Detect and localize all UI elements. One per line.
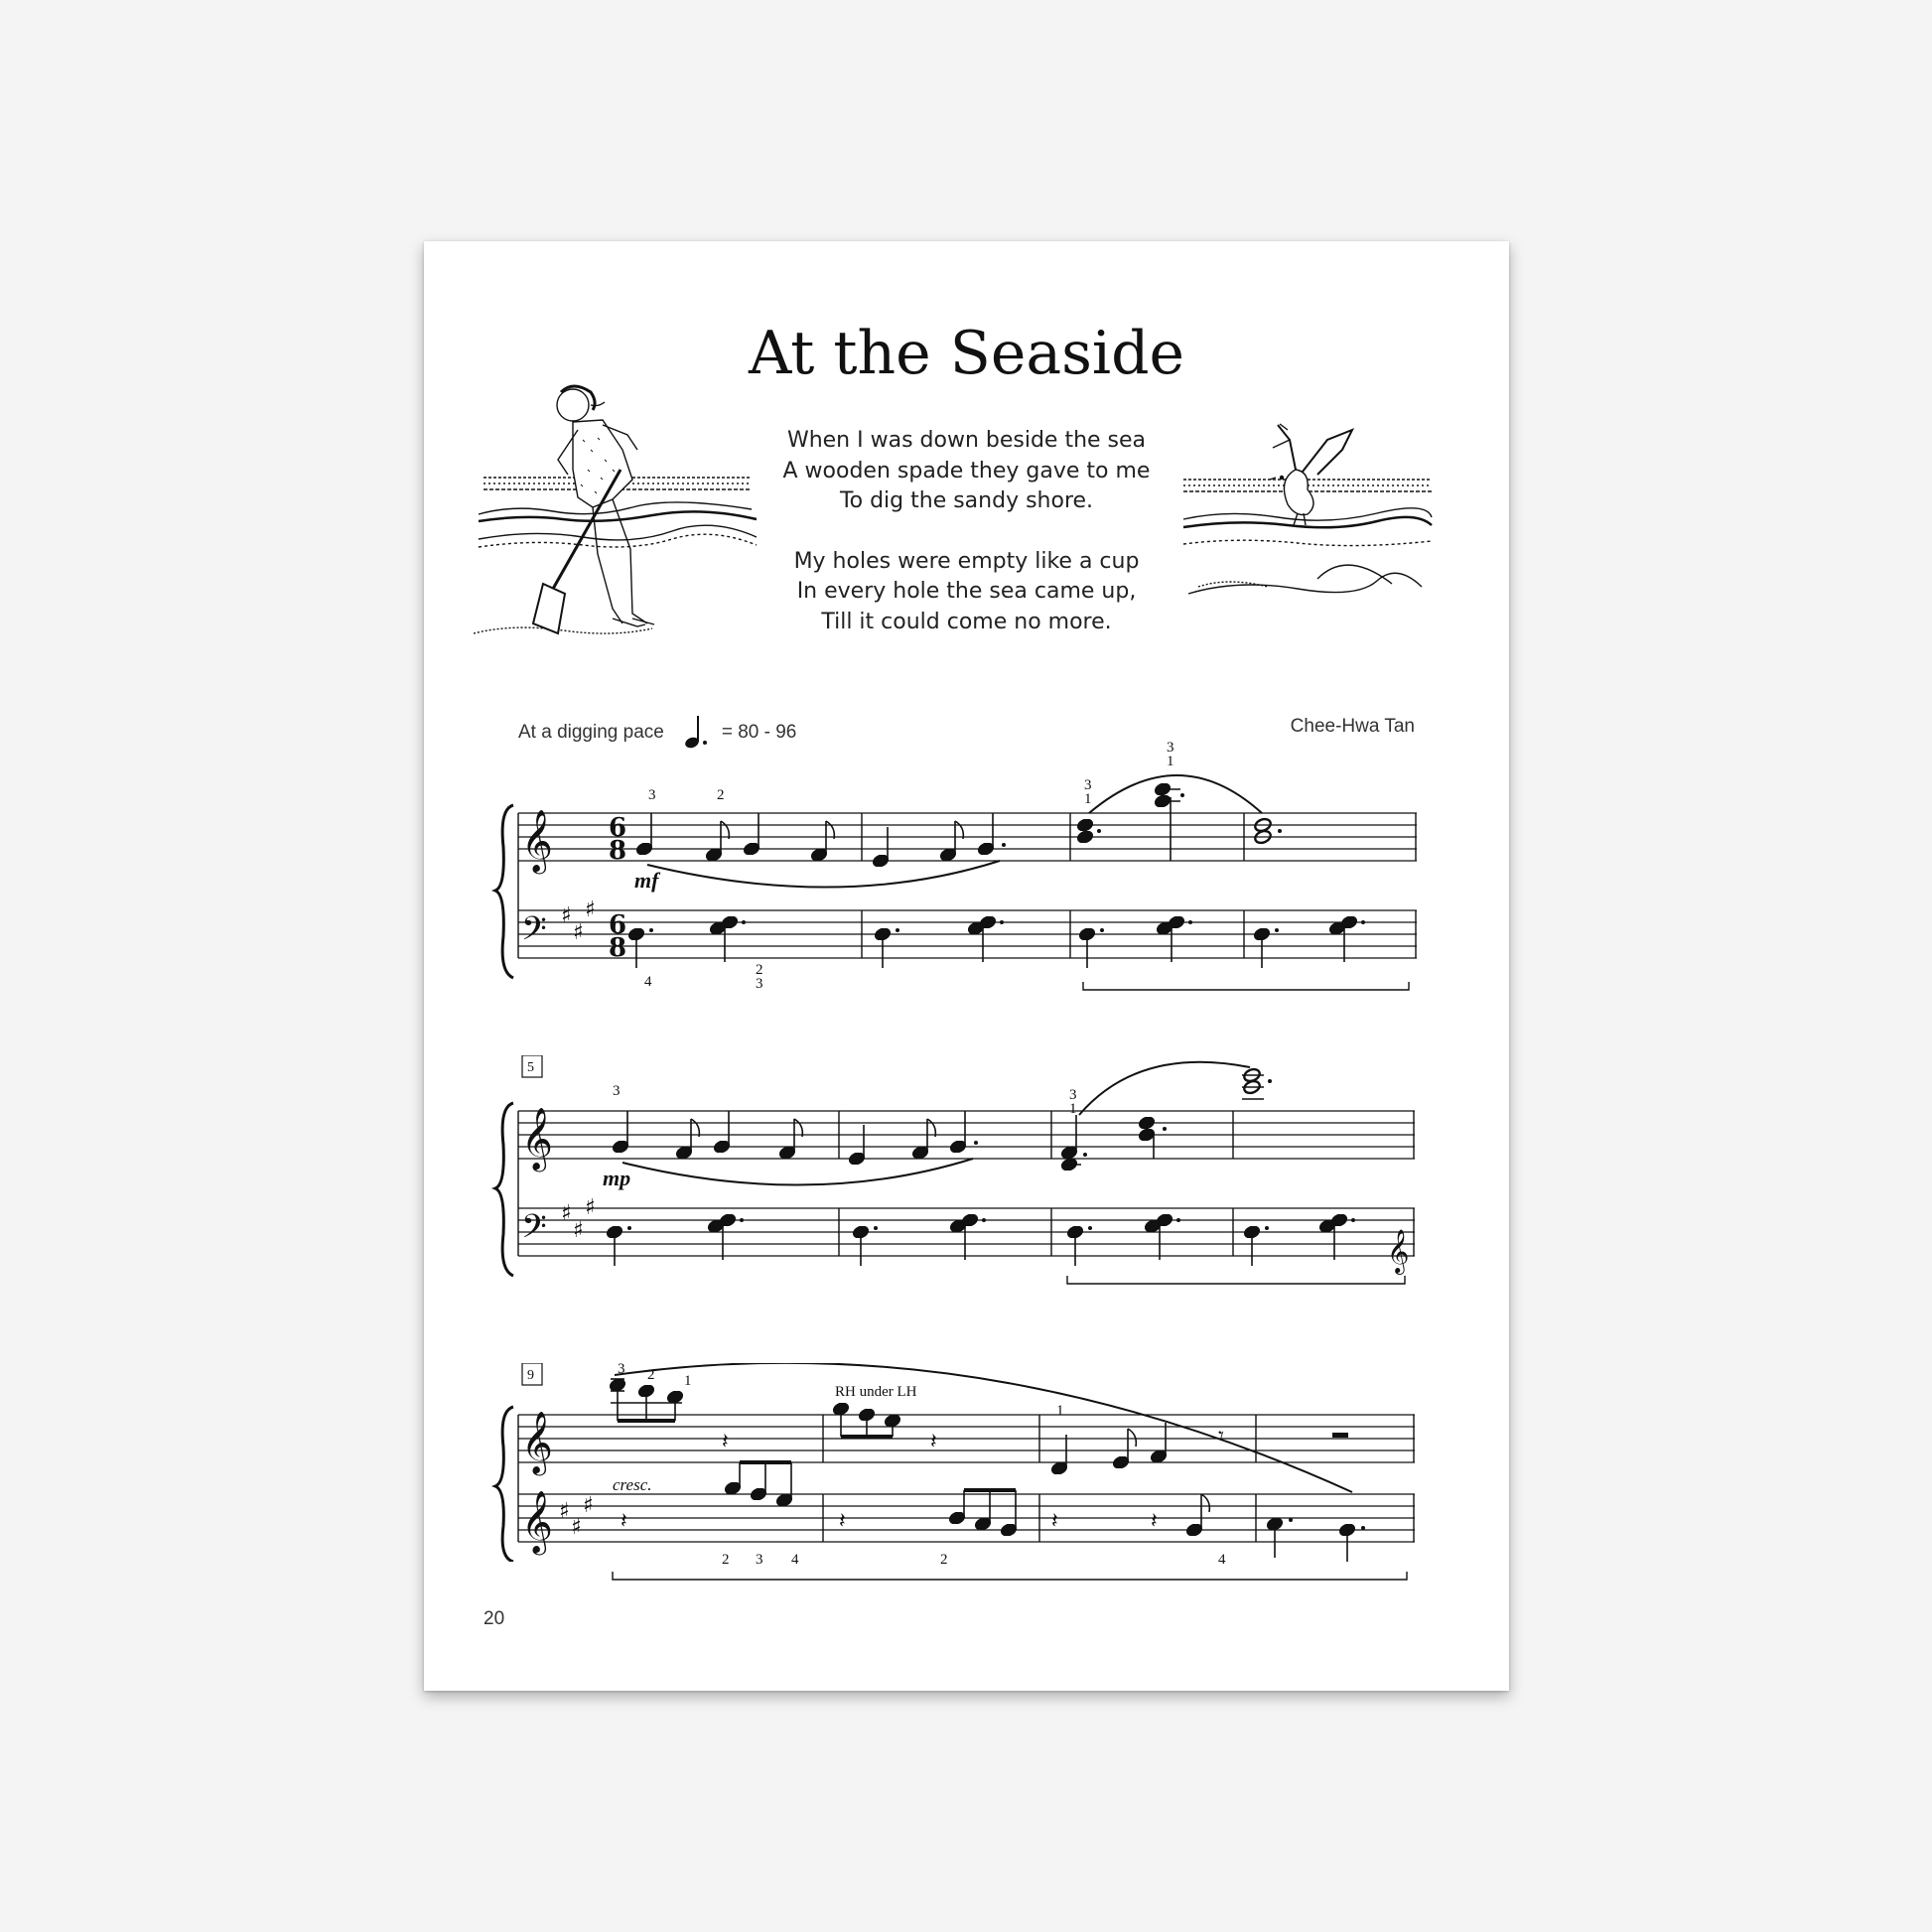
treble-staff (518, 813, 1417, 861)
svg-text:♯: ♯ (585, 897, 596, 922)
pedal-bracket (1083, 982, 1409, 990)
time-signature-bottom: 8 (609, 836, 627, 866)
poem-line: Till it could come no more. (821, 609, 1112, 634)
fingering: 3 (1069, 1087, 1077, 1103)
grand-staff-brace (495, 1103, 513, 1276)
fingering: 4 (644, 974, 652, 990)
rests (621, 1424, 1224, 1534)
svg-text:𝄾: 𝄾 (1218, 1424, 1224, 1449)
page-number: 20 (483, 1608, 505, 1629)
fingering: 3 (837, 1403, 845, 1419)
fingering: 2 (717, 787, 725, 803)
bass-clef-icon: 𝄢 (521, 910, 547, 956)
score-system-3 (424, 1363, 1509, 1562)
measure-number: 5 (527, 1060, 534, 1075)
time-signature-bottom: 8 (609, 933, 627, 963)
pedal-bracket (613, 1572, 1407, 1580)
fingering: 3 (1084, 777, 1092, 793)
svg-text:♯: ♯ (585, 1195, 596, 1220)
fingering: 4 (1218, 1552, 1226, 1568)
fingering: 3 (756, 1552, 763, 1568)
grand-staff-brace (495, 1407, 513, 1562)
fingering: 3 (648, 787, 656, 803)
score-system-3-footer (424, 1552, 1509, 1591)
music-page (424, 241, 1509, 1691)
svg-text:♯: ♯ (573, 1218, 584, 1243)
treble-clef-icon: 𝄞 (521, 809, 553, 872)
fingering: 2 (756, 962, 763, 978)
svg-text:𝄽: 𝄽 (1151, 1509, 1158, 1534)
measure-number: 9 (527, 1368, 534, 1383)
treble-staff (518, 1111, 1415, 1159)
svg-text:𝄽: 𝄽 (722, 1430, 729, 1454)
key-signature (561, 1195, 596, 1243)
fingering: 2 (940, 1552, 948, 1568)
svg-text:♯: ♯ (583, 1493, 594, 1518)
rh-notes (612, 1067, 1272, 1173)
svg-text:♯: ♯ (571, 1515, 582, 1540)
bass-clef-icon: 𝄢 (521, 1208, 547, 1254)
key-signature (559, 1493, 594, 1540)
grand-staff-brace (495, 805, 513, 978)
score-system-2 (424, 1055, 1509, 1294)
poem-line: A wooden spade they gave to me (782, 458, 1151, 483)
fingering: 4 (791, 1552, 799, 1568)
svg-text:𝄽: 𝄽 (621, 1509, 627, 1534)
fingering: 3 (756, 976, 763, 992)
treble-clef-change-icon: 𝄞 (1387, 1229, 1410, 1273)
fingering: 2 (647, 1367, 655, 1383)
poem-line: To dig the sandy shore. (839, 488, 1094, 513)
svg-text:♯: ♯ (561, 1201, 572, 1226)
tempo-bpm: = 80 - 96 (721, 722, 797, 743)
poem-stanza-2 (424, 547, 1509, 638)
fingering: 3 (1167, 740, 1174, 756)
fingering: 1 (684, 1373, 692, 1389)
fingering: 3 (618, 1363, 625, 1377)
lh-notes (724, 1462, 1365, 1562)
dynamic-marking: mf (634, 868, 659, 893)
svg-text:𝄽: 𝄽 (839, 1509, 846, 1534)
fingering: 1 (1056, 1403, 1064, 1419)
pedal-bracket (1067, 1276, 1405, 1284)
key-signature (561, 897, 596, 945)
time-signature-top: 6 (609, 813, 627, 843)
time-signature-top: 6 (609, 910, 627, 940)
score-system-1 (424, 738, 1509, 996)
barlines (518, 1111, 1414, 1256)
svg-text:♯: ♯ (561, 903, 572, 928)
poem-line: When I was down beside the sea (786, 428, 1147, 453)
poem-line: In every hole the sea came up, (796, 579, 1137, 604)
poem (424, 426, 1509, 667)
fingering: 1 (1084, 791, 1092, 807)
treble-staff-lower (518, 1494, 1415, 1542)
svg-text:𝄽: 𝄽 (1051, 1509, 1058, 1534)
page-title: At the Seaside (748, 319, 1185, 388)
tempo-text: At a digging pace (518, 722, 664, 743)
performance-direction: RH under LH (835, 1384, 917, 1400)
svg-text:♯: ♯ (573, 920, 584, 945)
treble-clef-icon: 𝄞 (521, 1107, 553, 1170)
bass-staff (518, 910, 1417, 958)
treble-clef-icon: 𝄞 (521, 1411, 553, 1473)
composer-name: Chee-Hwa Tan (1290, 716, 1415, 737)
fingering: 1 (1167, 754, 1174, 769)
fingering: 1 (1069, 1101, 1077, 1117)
fingering: 3 (613, 1083, 621, 1099)
svg-text:𝄽: 𝄽 (930, 1430, 937, 1454)
poem-line: My holes were empty like a cup (793, 548, 1140, 574)
fingering: 2 (722, 1552, 730, 1568)
poem-stanza-1 (424, 426, 1509, 517)
svg-text:♯: ♯ (559, 1499, 570, 1524)
dynamic-marking: mp (603, 1166, 631, 1190)
dynamic-marking: cresc. (613, 1475, 652, 1494)
treble-clef-icon: 𝄞 (521, 1490, 553, 1553)
